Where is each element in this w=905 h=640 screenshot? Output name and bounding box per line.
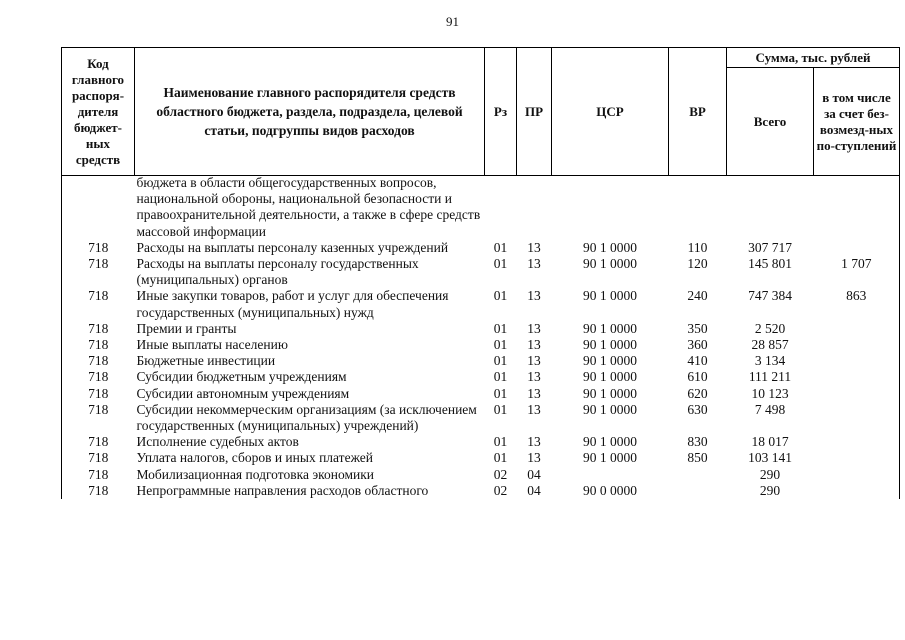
cell-rz: 01 (493, 434, 508, 450)
header-vr: ВР (669, 48, 727, 176)
cell-pr: 13 (527, 450, 541, 466)
cell-total: 111 211 (748, 369, 792, 385)
cell-code: 718 (62, 288, 135, 320)
budget-table (61, 175, 900, 499)
cell-incl: 1 707 (814, 256, 900, 288)
cell-total: 290 (759, 466, 781, 482)
table-row (62, 353, 900, 369)
cell-vr: 350 (687, 320, 708, 336)
cell-csr: 90 1 0000 (583, 337, 637, 353)
cell-incl (814, 434, 900, 450)
cell-vr (669, 483, 727, 499)
cell-rz: 01 (493, 369, 508, 385)
cell-code: 718 (62, 402, 135, 434)
cell-code: 718 (62, 240, 135, 256)
cell-total: 145 801 (748, 256, 792, 272)
cell-incl (814, 386, 900, 402)
cell-csr: 90 1 0000 (583, 450, 637, 466)
cell-vr: 830 (687, 434, 708, 450)
cell-pr: 13 (527, 385, 541, 401)
cell-total: 747 384 (748, 288, 792, 304)
table-row (62, 467, 900, 483)
header-sum-group: Сумма, тыс. рублей (727, 48, 900, 68)
cell-name: Субсидии бюджетным учреждениям (136, 369, 347, 385)
cell-csr: 90 1 0000 (583, 239, 637, 255)
table-row (62, 434, 900, 450)
cell-vr: 850 (687, 450, 708, 466)
header-code: Код главного распоря-дителя бюджет-ных средств (62, 48, 135, 176)
cell-code: 718 (62, 483, 135, 499)
cell-code (62, 175, 135, 240)
cell-total: 3 134 (754, 353, 786, 369)
cell-vr: 630 (687, 401, 708, 417)
cell-name: Мобилизационная подготовка экономики (136, 466, 375, 482)
cell-total: 103 141 (748, 450, 792, 466)
cell-incl (814, 321, 900, 337)
cell-pr: 13 (527, 256, 541, 272)
cell-code: 718 (62, 467, 135, 483)
cell-code: 718 (62, 434, 135, 450)
cell-pr: 04 (527, 466, 541, 482)
cell-code: 718 (62, 337, 135, 353)
cell-csr: 90 1 0000 (583, 434, 637, 450)
cell-vr: 110 (687, 239, 708, 255)
table-row (62, 288, 900, 320)
cell-total (727, 175, 814, 240)
cell-pr: 13 (527, 288, 541, 304)
cell-name: бюджета в области общегосударственных вопросов, национальной обороны, национальной безопасности и правоохранительной деятельности, а также в сфере средств массовой информации (136, 175, 481, 239)
table-row (62, 450, 900, 466)
header-name: Наименование главного распорядителя средств областного бюджета, раздела, подраздела, целевой статьи, подгруппы видов расходов (135, 48, 485, 176)
cell-rz: 01 (493, 320, 508, 336)
page-number: 91 (446, 14, 459, 29)
cell-incl (814, 467, 900, 483)
table-row (62, 256, 900, 288)
cell-name: Иные выплаты населению (136, 337, 288, 353)
cell-incl (814, 175, 900, 240)
cell-name: Уплата налогов, сборов и иных платежей (136, 450, 373, 466)
table-header (61, 47, 900, 176)
cell-vr: 410 (687, 353, 708, 369)
cell-incl: 863 (814, 288, 900, 320)
cell-pr: 13 (527, 401, 541, 417)
cell-vr: 620 (687, 385, 708, 401)
cell-incl (814, 337, 900, 353)
cell-total: 2 520 (754, 320, 786, 336)
header-incl: в том числе за счет без-возмезд-ных по-ступлений (814, 68, 900, 176)
table-row (62, 321, 900, 337)
cell-name: Расходы на выплаты персоналу государственных (муниципальных) органов (136, 256, 419, 288)
cell-name: Непрограммные направления расходов областного (136, 482, 429, 498)
cell-csr: 90 1 0000 (583, 256, 637, 272)
table-row (62, 369, 900, 385)
cell-csr: 90 1 0000 (583, 288, 637, 304)
cell-vr: 240 (687, 288, 708, 304)
table-row (62, 483, 900, 499)
cell-csr (552, 467, 669, 483)
cell-pr (517, 175, 552, 240)
table-row (62, 386, 900, 402)
cell-rz: 01 (493, 385, 508, 401)
cell-vr: 120 (687, 256, 708, 272)
cell-incl (814, 353, 900, 369)
cell-csr: 90 1 0000 (583, 385, 637, 401)
cell-csr (552, 175, 669, 240)
cell-vr (669, 175, 727, 240)
cell-code: 718 (62, 450, 135, 466)
cell-vr: 610 (687, 369, 708, 385)
cell-name: Исполнение судебных актов (136, 434, 299, 450)
cell-total: 10 123 (751, 385, 789, 401)
header-rz: Рз (485, 48, 517, 176)
cell-pr: 04 (527, 482, 541, 498)
cell-pr: 13 (527, 239, 541, 255)
table-row (62, 337, 900, 353)
cell-incl (814, 240, 900, 256)
cell-vr (669, 467, 727, 483)
cell-csr: 90 1 0000 (583, 369, 637, 385)
cell-csr: 90 0 0000 (583, 482, 637, 498)
cell-rz: 01 (493, 288, 508, 304)
table-row (62, 402, 900, 434)
cell-name: Премии и гранты (136, 320, 237, 336)
table-row (62, 175, 900, 240)
cell-vr: 360 (687, 337, 708, 353)
cell-code: 718 (62, 256, 135, 288)
cell-csr: 90 1 0000 (583, 401, 637, 417)
cell-incl (814, 450, 900, 466)
cell-code: 718 (62, 321, 135, 337)
cell-pr: 13 (527, 369, 541, 385)
cell-rz: 02 (493, 466, 508, 482)
cell-rz: 01 (493, 337, 508, 353)
cell-rz: 02 (493, 482, 508, 498)
cell-pr: 13 (527, 434, 541, 450)
cell-pr: 13 (527, 337, 541, 353)
cell-code: 718 (62, 386, 135, 402)
cell-rz: 01 (493, 450, 508, 466)
cell-total: 18 017 (751, 434, 789, 450)
cell-code: 718 (62, 353, 135, 369)
cell-total: 290 (759, 482, 781, 498)
cell-name: Бюджетные инвестиции (136, 353, 276, 369)
cell-incl (814, 369, 900, 385)
cell-name: Субсидии автономным учреждениям (136, 385, 350, 401)
cell-rz: 01 (493, 353, 508, 369)
cell-rz (485, 175, 517, 240)
cell-csr: 90 1 0000 (583, 320, 637, 336)
header-csr: ЦСР (552, 48, 669, 176)
header-pr: ПР (517, 48, 552, 176)
cell-name: Расходы на выплаты персоналу казенных учреждений (136, 239, 449, 255)
table-row (62, 240, 900, 256)
cell-rz: 01 (493, 256, 508, 272)
cell-name: Субсидии некоммерческим организациям (за исключением государственных (муниципальных) учреждений) (136, 401, 477, 434)
header-total: Всего (727, 68, 814, 176)
cell-total: 28 857 (751, 337, 789, 353)
cell-rz: 01 (493, 239, 508, 255)
cell-csr: 90 1 0000 (583, 353, 637, 369)
cell-rz: 01 (493, 401, 508, 417)
cell-total: 307 717 (748, 239, 792, 255)
cell-total: 7 498 (754, 401, 786, 417)
cell-code: 718 (62, 369, 135, 385)
cell-incl (814, 483, 900, 499)
cell-incl (814, 402, 900, 434)
cell-name: Иные закупки товаров, работ и услуг для обеспечения государственных (муниципальных) нужд (136, 288, 449, 320)
cell-pr: 13 (527, 353, 541, 369)
cell-pr: 13 (527, 320, 541, 336)
